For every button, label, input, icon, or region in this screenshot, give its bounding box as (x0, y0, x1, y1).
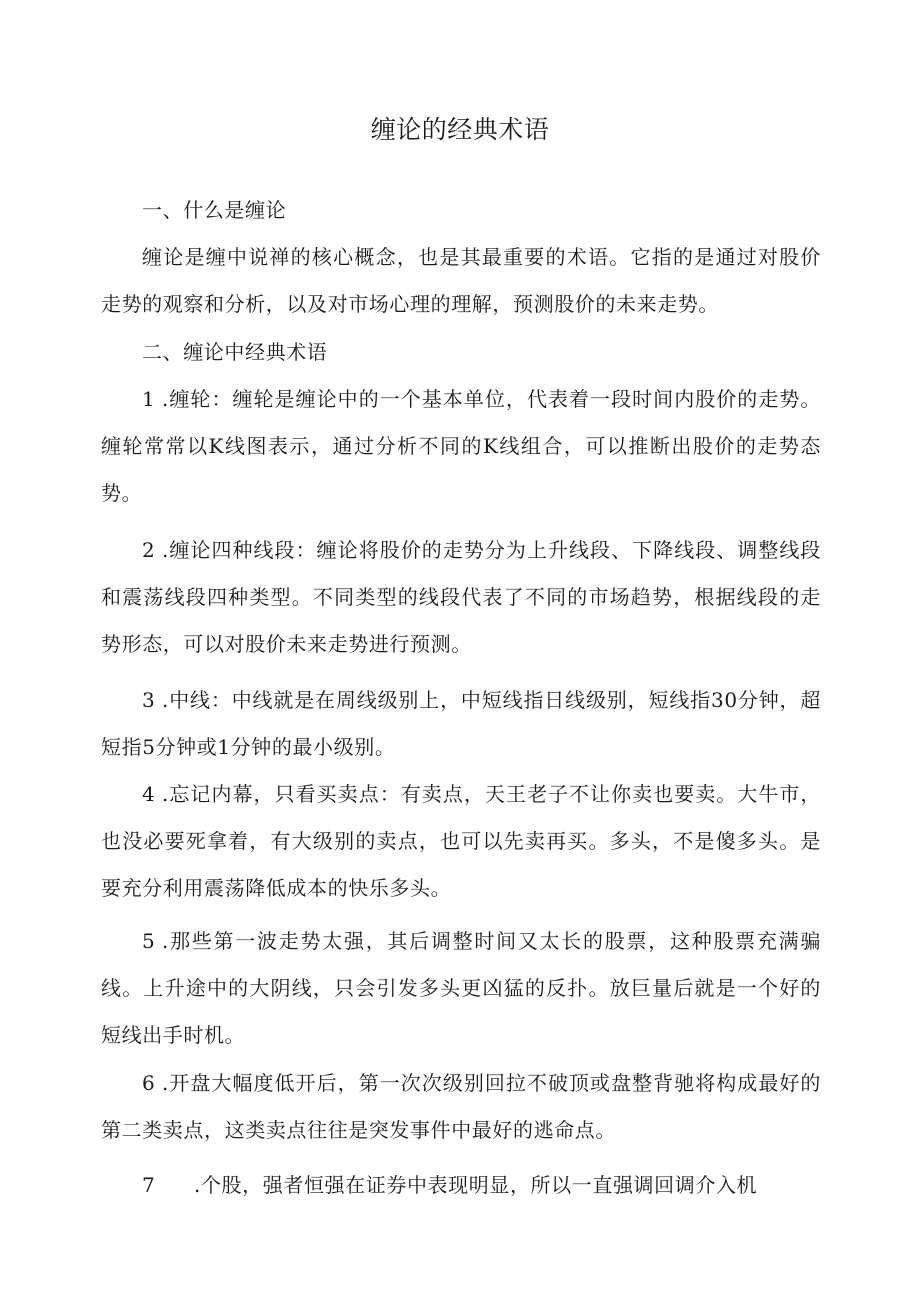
term-text: .开盘大幅度低开后，第一次次级别回拉不破顶或盘整背驰将构成最好的第二类卖点，这类卖点往往是突发事件中最好的逃命点。 (101, 1071, 821, 1142)
term-text: .忘记内幕，只看买卖点：有卖点，天王老子不让你卖也要卖。大牛市，也没必要死拿着，有大级别的卖点，也可以先卖再买。多头，不是傻多头。是要充分利用震荡降低成本的快乐多头。 (101, 782, 821, 900)
term-text: .那些第一波走势太强，其后调整时间又太长的股票，这种股票充满骗线。上升途中的大阴线，只会引发多头更凶猛的反扑。放巨量后就是一个好的短线出手时机。 (101, 929, 821, 1047)
term-item-2 (101, 527, 821, 668)
document-title: 缠论的经典术语 (370, 115, 550, 144)
term-text: .缠轮：缠轮是缠论中的一个基本单位，代表着一段时间内股价的走势。缠轮常常以K线图表示，通过分析不同的K线组合，可以推断出股价的走势态势。 (101, 387, 821, 505)
section1-body-paragraph: 缠论是缠中说禅的核心概念，也是其最重要的术语。它指的是通过对股价走势的观察和分析，以及对市场心理的理解，预测股价的未来走势。 (101, 245, 821, 316)
term-item-7 (101, 1162, 821, 1209)
term-number: 6 (142, 1071, 156, 1095)
term-number: 3 (142, 688, 156, 712)
term-item-6 (101, 1060, 821, 1154)
term-text: .个股，强者恒强在证券中表现明显，所以一直强调回调介入机 (194, 1173, 758, 1197)
section-heading-what-is: 一、什么是缠论 (142, 198, 287, 222)
term-number: 7 (142, 1173, 156, 1197)
term-item-5 (101, 918, 821, 1059)
term-text: .缠论四种线段：缠论将股价的走势分为上升线段、下降线段、调整线段和震荡线段四种类型。不同类型的线段代表了不同的市场趋势，根据线段的走势形态，可以对股价未来走势进行预测。 (101, 538, 821, 656)
section-heading-terms: 二、缠论中经典术语 (142, 340, 328, 364)
term-item-1 (101, 376, 821, 517)
term-number: 2 (142, 538, 156, 562)
term-number: 5 (142, 929, 156, 953)
term-number: 4 (142, 782, 156, 806)
term-item-3 (101, 677, 821, 771)
term-number: 1 (142, 387, 156, 411)
term-item-4 (101, 771, 821, 912)
term-text: .中线：中线就是在周线级别上，中短线指日线级别，短线指30分钟，超短指5分钟或1分钟的最小级别。 (101, 688, 821, 759)
